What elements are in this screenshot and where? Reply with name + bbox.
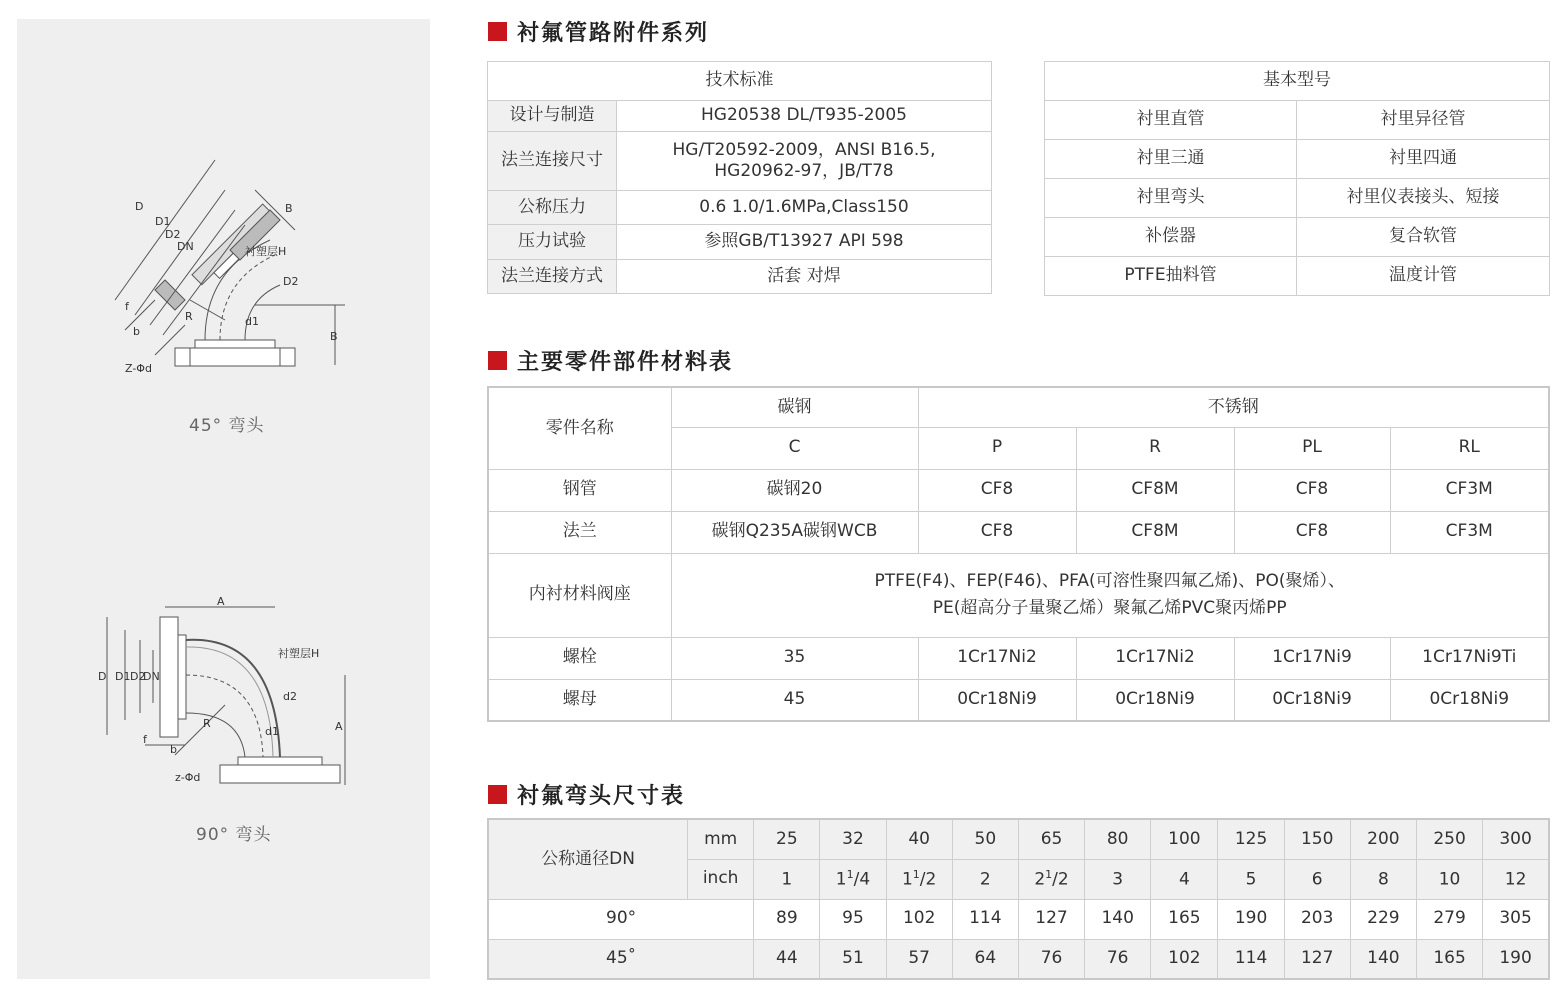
model-cell: 衬里三通 bbox=[1045, 140, 1297, 179]
tech-row-value: HG/T20592-2009，ANSI B16.5, HG20962-97，JB/T78 bbox=[617, 132, 992, 191]
dim-cell: 229 bbox=[1350, 899, 1416, 939]
model-cell: 复合软管 bbox=[1297, 218, 1550, 257]
inch-cell: $1^1/4$ bbox=[820, 859, 886, 899]
label-b-top: B bbox=[285, 202, 293, 215]
label-f: f bbox=[143, 733, 147, 746]
red-square-icon bbox=[488, 22, 507, 41]
section-title-dimensions: 衬氟弯头尺寸表 bbox=[488, 781, 685, 807]
model-cell: 衬里异径管 bbox=[1297, 101, 1550, 140]
label-d2: D2 bbox=[130, 670, 146, 683]
tech-standard-header: 技术标准 bbox=[488, 62, 992, 101]
lining-materials: PTFE(F4)、FEP(F46)、PFA(可溶性聚四氟乙烯)、PO(聚烯）、 PE(超高分子量聚乙烯）聚氟乙烯PVC聚丙烯PP bbox=[671, 553, 1549, 637]
dim-cell: 279 bbox=[1416, 899, 1482, 939]
elbow-45-caption: 45° 弯头 bbox=[189, 416, 265, 436]
dim-cell: 114 bbox=[1218, 939, 1284, 979]
label-zd: z-Φd bbox=[175, 771, 201, 784]
red-square-icon bbox=[488, 351, 507, 370]
label-d: D bbox=[98, 670, 107, 683]
tech-row-value: 参照GB/T13927 API 598 bbox=[617, 225, 992, 260]
label-dn: DN bbox=[177, 240, 194, 253]
label-lining: 衬塑层H bbox=[245, 245, 287, 258]
material-cell: 35 bbox=[671, 637, 918, 679]
inch-cell: 8 bbox=[1350, 859, 1416, 899]
material-cell: CF8M bbox=[1076, 511, 1234, 553]
dim-cell: 57 bbox=[886, 939, 952, 979]
material-cell: 1Cr17Ni2 bbox=[1076, 637, 1234, 679]
mm-cell: 80 bbox=[1085, 819, 1151, 859]
inch-cell: 3 bbox=[1085, 859, 1151, 899]
model-cell: 衬里四通 bbox=[1297, 140, 1550, 179]
dim-cell: 95 bbox=[820, 899, 886, 939]
label-d2: D2 bbox=[165, 228, 181, 241]
tech-row-label: 法兰连接尺寸 bbox=[488, 132, 617, 191]
label-r: R bbox=[185, 310, 193, 323]
inch-cell: 2 bbox=[952, 859, 1018, 899]
inch-cell: 12 bbox=[1483, 859, 1549, 899]
mm-cell: 65 bbox=[1018, 819, 1084, 859]
inch-cell: $1^1/2$ bbox=[886, 859, 952, 899]
material-row-name: 螺栓 bbox=[488, 637, 671, 679]
tech-row-label: 法兰连接方式 bbox=[488, 260, 617, 294]
code-header: RL bbox=[1390, 427, 1549, 469]
model-cell: 补偿器 bbox=[1045, 218, 1297, 257]
material-row-name: 螺母 bbox=[488, 679, 671, 721]
material-cell: 1Cr17Ni2 bbox=[918, 637, 1076, 679]
dim-cell: 127 bbox=[1018, 899, 1084, 939]
material-row-name: 内衬材料阀座 bbox=[488, 553, 671, 637]
dim-cell: 203 bbox=[1284, 899, 1350, 939]
material-cell: CF8 bbox=[1234, 511, 1390, 553]
inch-cell: 4 bbox=[1151, 859, 1218, 899]
inch-cell: $2^1/2$ bbox=[1018, 859, 1084, 899]
label-f: f bbox=[125, 300, 129, 313]
code-header: C bbox=[671, 427, 918, 469]
material-cell: 0Cr18Ni9 bbox=[1076, 679, 1234, 721]
label-d1-b: d1 bbox=[245, 315, 259, 328]
dim-cell: 76 bbox=[1018, 939, 1084, 979]
material-cell: CF8 bbox=[918, 469, 1076, 511]
tech-row-label: 公称压力 bbox=[488, 191, 617, 225]
model-cell: 衬里直管 bbox=[1045, 101, 1297, 140]
label-b: b bbox=[170, 743, 177, 756]
inch-cell: 1 bbox=[754, 859, 820, 899]
label-b-side: B bbox=[330, 330, 338, 343]
basic-models-table bbox=[1044, 61, 1550, 296]
material-cell: 0Cr18Ni9 bbox=[1234, 679, 1390, 721]
elbow-45-drawing bbox=[95, 150, 425, 390]
tech-row-label: 压力试验 bbox=[488, 225, 617, 260]
label-zd: Z-Φd bbox=[125, 362, 152, 375]
mm-cell: 50 bbox=[952, 819, 1018, 859]
material-cell: 0Cr18Ni9 bbox=[918, 679, 1076, 721]
mm-cell: 100 bbox=[1151, 819, 1218, 859]
dim-cell: 305 bbox=[1483, 899, 1549, 939]
material-cell: 碳钢20 bbox=[671, 469, 918, 511]
material-row-name: 钢管 bbox=[488, 469, 671, 511]
label-d2-b: D2 bbox=[283, 275, 299, 288]
code-header: P bbox=[918, 427, 1076, 469]
tech-row-label: 设计与制造 bbox=[488, 101, 617, 132]
tech-row-value: 活套 对焊 bbox=[617, 260, 992, 294]
dim-cell: 165 bbox=[1416, 939, 1482, 979]
material-row-name: 法兰 bbox=[488, 511, 671, 553]
dim-cell: 114 bbox=[952, 899, 1018, 939]
dimensions-table bbox=[487, 818, 1550, 980]
label-d1-b: d1 bbox=[265, 725, 279, 738]
elbow-90-caption: 90° 弯头 bbox=[196, 825, 272, 845]
label-a-top: A bbox=[217, 595, 225, 608]
dim-cell: 165 bbox=[1151, 899, 1218, 939]
carbon-header: 碳钢 bbox=[671, 387, 918, 427]
tech-row-value: 0.6 1.0/1.6MPa,Class150 bbox=[617, 191, 992, 225]
material-cell: CF3M bbox=[1390, 511, 1549, 553]
dim-cell: 102 bbox=[1151, 939, 1218, 979]
dim-cell: 76 bbox=[1085, 939, 1151, 979]
label-d: D bbox=[135, 200, 144, 213]
tech-row-value: HG20538 DL/T935-2005 bbox=[617, 101, 992, 132]
dim-cell: 140 bbox=[1350, 939, 1416, 979]
label-d2-b: d2 bbox=[283, 690, 297, 703]
label-d1: D1 bbox=[155, 215, 171, 228]
dim-cell: 51 bbox=[820, 939, 886, 979]
model-cell: 温度计管 bbox=[1297, 257, 1550, 296]
angle-label-45: 45˚ bbox=[488, 939, 754, 979]
material-cell: 1Cr17Ni9Ti bbox=[1390, 637, 1549, 679]
model-cell: 衬里仪表接头、短接 bbox=[1297, 179, 1550, 218]
label-dn: DN bbox=[143, 670, 160, 683]
dim-cell: 89 bbox=[754, 899, 820, 939]
dn-label: 公称通径DN bbox=[488, 819, 688, 899]
label-lining: 衬塑层H bbox=[278, 647, 320, 660]
material-cell: 1Cr17Ni9 bbox=[1234, 637, 1390, 679]
tech-standard-table bbox=[487, 61, 992, 294]
code-header: PL bbox=[1234, 427, 1390, 469]
label-a-side: A bbox=[335, 720, 343, 733]
red-square-icon bbox=[488, 785, 507, 804]
materials-table bbox=[487, 386, 1550, 722]
inch-cell: 10 bbox=[1416, 859, 1482, 899]
dim-cell: 102 bbox=[886, 899, 952, 939]
mm-cell: 250 bbox=[1416, 819, 1482, 859]
dim-cell: 190 bbox=[1218, 899, 1284, 939]
elbow-90-drawing bbox=[95, 595, 365, 795]
dim-cell: 44 bbox=[754, 939, 820, 979]
label-r: R bbox=[203, 717, 211, 730]
dim-cell: 140 bbox=[1085, 899, 1151, 939]
material-cell: 45 bbox=[671, 679, 918, 721]
model-cell: PTFE抽料管 bbox=[1045, 257, 1297, 296]
mm-cell: 150 bbox=[1284, 819, 1350, 859]
label-b-small: b bbox=[133, 325, 140, 338]
dim-cell: 64 bbox=[952, 939, 1018, 979]
part-name-header: 零件名称 bbox=[488, 387, 671, 469]
inch-cell: 6 bbox=[1284, 859, 1350, 899]
material-cell: CF8M bbox=[1076, 469, 1234, 511]
material-cell: CF8 bbox=[1234, 469, 1390, 511]
dim-cell: 190 bbox=[1483, 939, 1549, 979]
section-title-materials: 主要零件部件材料表 bbox=[488, 347, 733, 373]
material-cell: CF3M bbox=[1390, 469, 1549, 511]
mm-cell: 32 bbox=[820, 819, 886, 859]
mm-cell: 25 bbox=[754, 819, 820, 859]
mm-label: mm bbox=[688, 819, 754, 859]
mm-cell: 40 bbox=[886, 819, 952, 859]
model-cell: 衬里弯头 bbox=[1045, 179, 1297, 218]
dim-cell: 127 bbox=[1284, 939, 1350, 979]
mm-cell: 300 bbox=[1483, 819, 1549, 859]
basic-models-header: 基本型号 bbox=[1045, 62, 1550, 101]
material-cell: 碳钢Q235A碳钢WCB bbox=[671, 511, 918, 553]
label-d1: D1 bbox=[115, 670, 131, 683]
section-title-accessories: 衬氟管路附件系列 bbox=[488, 18, 709, 44]
stainless-header: 不锈钢 bbox=[918, 387, 1549, 427]
mm-cell: 125 bbox=[1218, 819, 1284, 859]
inch-cell: 5 bbox=[1218, 859, 1284, 899]
code-header: R bbox=[1076, 427, 1234, 469]
angle-label-90: 90° bbox=[488, 899, 754, 939]
inch-label: inch bbox=[688, 859, 754, 899]
material-cell: CF8 bbox=[918, 511, 1076, 553]
material-cell: 0Cr18Ni9 bbox=[1390, 679, 1549, 721]
mm-cell: 200 bbox=[1350, 819, 1416, 859]
